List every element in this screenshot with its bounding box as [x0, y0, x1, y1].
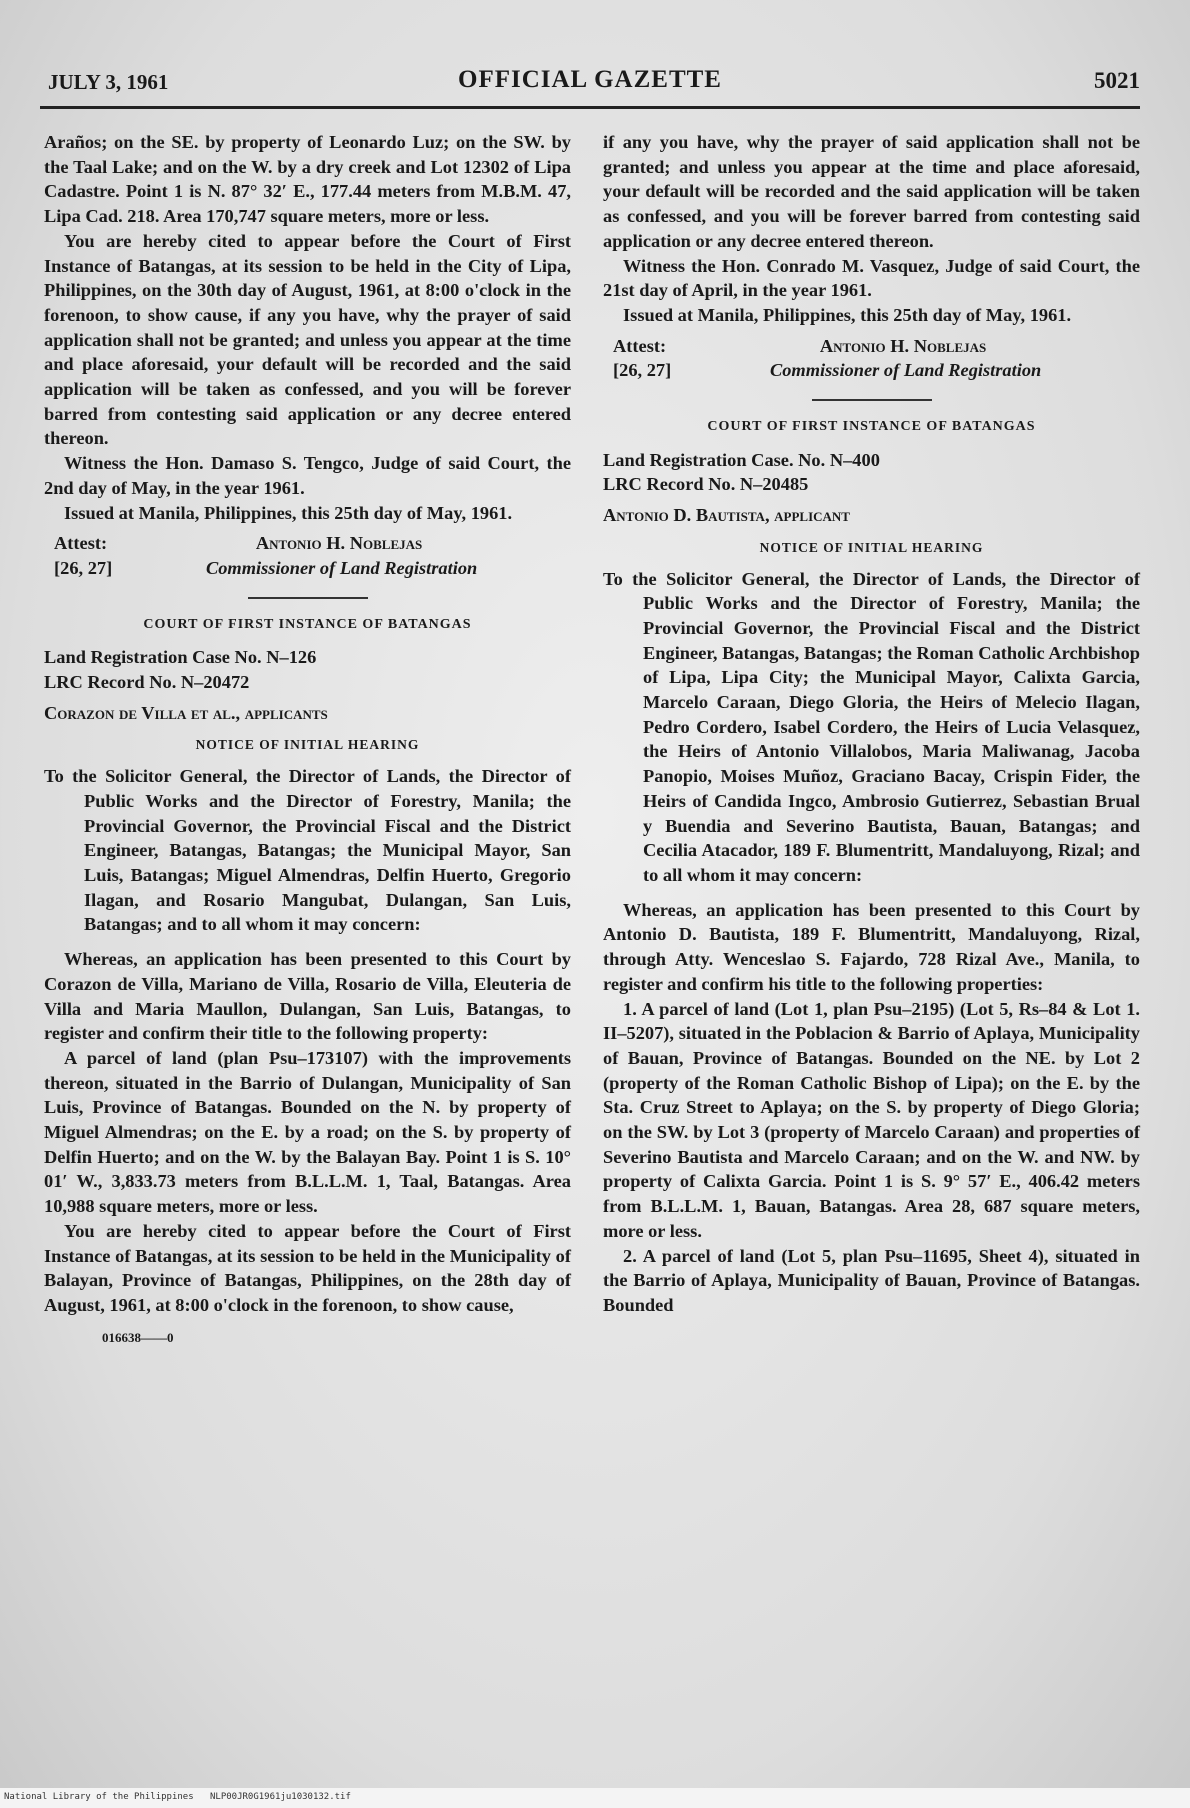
left-paragraph-7: You are hereby cited to appear before the Court of First Instance of Batangas, at its session to be held in the Municipality of Balayan, Province of Batangas, Philippines, on the 28th day of August, 1961, at 8:00 o'clock in the forenoon, to show cause,: [44, 1220, 571, 1315]
scan-footer: [0, 1788, 1190, 1808]
right-attest-name: Antonio H. Noblejas: [819, 335, 987, 356]
header-rule: [40, 106, 1140, 109]
right-court-heading: COURT OF FIRST INSTANCE OF BATANGAS: [707, 419, 1036, 435]
right-column: [603, 130, 1140, 1318]
left-attest-name: Antonio H. Noblejas: [255, 533, 423, 554]
header-date: JULY 3, 1961: [48, 70, 169, 94]
left-paragraph-3: Witness the Hon. Damaso S. Tengco, Judge of said Court, the 2nd day of May, in the year 1961.: [44, 453, 571, 498]
left-applicants: Corazon de Villa et al., applicants: [44, 702, 328, 723]
right-attest-line-2: [603, 358, 1140, 383]
left-separator: [248, 597, 368, 599]
left-attest-line-1: [44, 531, 571, 556]
left-paragraph-4: Issued at Manila, Philippines, this 25th day of May, 1961.: [64, 502, 513, 523]
left-attest-label: Attest:: [54, 533, 108, 554]
left-court-heading: COURT OF FIRST INSTANCE OF BATANGAS: [143, 616, 472, 632]
right-notice-heading: NOTICE OF INITIAL HEARING: [759, 539, 984, 555]
right-addressees: To the Solicitor General, the Director of Lands, the Director of Public Works and the Director of Forestry, Manila; the Provincial Governor, the Provincial Fiscal and the District Engineer, Batangas, Batangas; the Roman Catholic Archbishop of Lipa, Lipa City; the Municipal Mayor, Calixta Garcia, Marcelo Caraan, Diego Gloria, the Heirs of Melecio Ilagan, Pedro Cordero, Isabel Cordero, the Heirs of Lucia Velasquez, the Heirs of Antonio Villalobos, Maria Maliwanag, Jacoba Panopio, Moises Muñoz, Graciano Bacay, Crispin Fider, the Heirs of Candida Ingco, Ambrosio Gutierrez, Sebastian Brual y Buendia and Severino Bautista, Bauan, Batangas; and Cecilia Atacador, 189 F. Blumentritt, Mandaluyong, Rizal; and to all whom it may concern:: [603, 568, 1140, 885]
page-header: [40, 64, 1140, 104]
left-paragraph-2: You are hereby cited to appear before the Court of First Instance of Batangas, at its session to be held in the City of Lipa, Philippines, on the 30th day of August, 1961, at 8:00 o'clock in the forenoon, to show cause, if any you have, why the prayer of said application shall not be granted; and unless you appear at the time and place aforesaid, your default will be recorded and the said application will be taken as confessed, and you will be forever barred from contesting said application or any decree entered thereon.: [44, 230, 571, 449]
left-addressees: To the Solicitor General, the Director of Lands, the Director of Public Works and the Director of Forestry, Manila; the Provincial Governor, the Provincial Fiscal and the District Engineer, Batangas, Batangas; the Municipal Mayor, San Luis, Batangas; Miguel Almendras, Delfin Huerto, Gregorio Ilagan, and Rosario Mangubat, Dulangan, San Luis, Batangas; and to all whom it may concern:: [44, 766, 571, 935]
right-paragraph-2: Witness the Hon. Conrado M. Vasquez, Judge of said Court, the 21st day of April, in the year 1961.: [603, 255, 1140, 301]
left-paragraph-6: A parcel of land (plan Psu–173107) with the improvements thereon, situated in the Barrio of Dulangan, Municipality of San Luis, Province of Batangas. Bounded on the N. by property of Miguel Almendras; on the E. by a road; on the S. by property of Delfin Huerto; and on the W. by the Balayan Bay. Point 1 is S. 10° 01′ W., 3,833.73 meters from B.L.L.M. 1, Taal, Batangas. Area 10,988 square meters, more or less.: [44, 1047, 571, 1217]
right-attest-label: Attest:: [613, 335, 667, 356]
scan-filename: NLP00JR0G1961ju1030132.tif: [210, 1792, 351, 1802]
header-page-number: 5021: [1094, 68, 1140, 93]
right-paragraph-3: Issued at Manila, Philippines, this 25th day of May, 1961.: [623, 304, 1072, 325]
left-notice-heading: NOTICE OF INITIAL HEARING: [195, 737, 420, 753]
right-attest-title: Commissioner of Land Registration: [769, 360, 1042, 381]
left-paragraph-1: Araños; on the SE. by property of Leonardo Luz; on the SW. by the Taal Lake; and on the W. by a dry creek and Lot 12302 of Lipa Cadastre. Point 1 is N. 87° 32′ E., 177.44 meters from M.B.M. 47, Lipa Cad. 218. Area 170,747 square meters, more or less.: [44, 132, 571, 227]
right-attest-line-1: [603, 334, 1140, 359]
right-paragraph-4: Whereas, an application has been presented to this Court by Antonio D. Bautista, 189 F. Blumentritt, Mandaluyong, Rizal, through Atty. Wenceslao S. Fajardo, 728 Rizal Ave., Manila, to register and confirm his title to the following properties:: [603, 899, 1140, 994]
right-lrc-number: LRC Record No. N–20485: [603, 474, 809, 495]
left-attest-line-2: [44, 556, 571, 581]
right-paragraph-1: if any you have, why the prayer of said application shall not be granted; and unless you appear at the time and place aforesaid, your default will be recorded and the said application will be taken as confessed, and you will be forever barred from contesting said application or any decree entered thereon.: [603, 132, 1140, 251]
right-case-number: Land Registration Case. No. N–400: [603, 449, 880, 470]
left-footer-code: 016638——0: [102, 1329, 174, 1345]
right-paragraph-5: 1. A parcel of land (Lot 1, plan Psu–2195) (Lot 5, Rs–84 & Lot 1. II–5207), situated in the Poblacion & Barrio of Aplaya, Municipality of Bauan, Province of Batangas. Bounded on the NE. by Lot 2 (property of the Roman Catholic Bishop of Lipa); on the E. by the Sta. Cruz Street to Aplaya; on the S. by property of Diego Gloria; on the SW. by Lot 3 (property of Marcelo Caraan) and properties of Severino Bautista and Marcelo Caraan; and on the W. and NW. by property of Calixta Garcia. Point 1 is S. 9° 57′ E., 406.42 meters from B.L.L.M. 1, Bauan, Batangas. Area 28, 687 square meters, more or less.: [603, 998, 1140, 1241]
scan-library: National Library of the Philippines: [4, 1792, 194, 1802]
left-column: [44, 130, 571, 1350]
header-title: OFFICIAL GAZETTE: [458, 66, 722, 93]
left-attest-title: Commissioner of Land Registration: [205, 557, 478, 578]
right-separator: [812, 399, 932, 401]
right-applicant: Antonio D. Bautista, applicant: [603, 505, 850, 526]
left-case-number: Land Registration Case No. N–126: [44, 647, 317, 668]
left-lrc-number: LRC Record No. N–20472: [44, 672, 250, 693]
right-paragraph-6: 2. A parcel of land (Lot 5, plan Psu–11695, Sheet 4), situated in the Barrio of Aplaya, Municipality of Bauan, Province of Batangas. Bounded: [603, 1245, 1140, 1315]
right-attest-ref: [26, 27]: [613, 360, 672, 381]
left-paragraph-5: Whereas, an application has been presented to this Court by Corazon de Villa, Mariano de Villa, Rosario de Villa, Eleuteria de Villa and Maria Maullon, Dulangan, San Luis, Batangas, to register and confirm their title to the following property:: [44, 949, 571, 1044]
left-attest-ref: [26, 27]: [54, 557, 113, 578]
